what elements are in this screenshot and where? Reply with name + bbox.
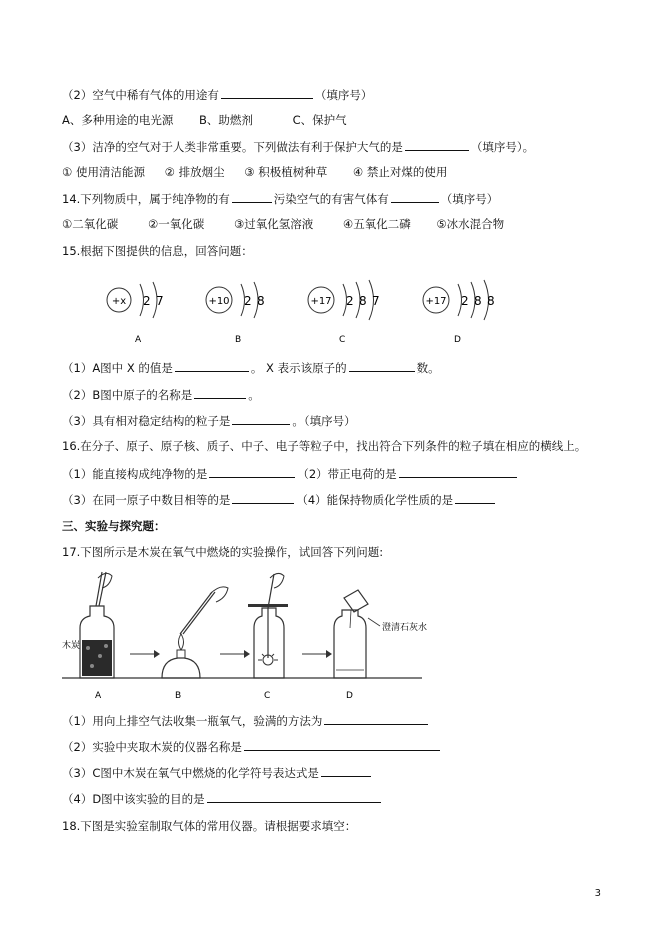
- leader-line: [368, 618, 380, 626]
- answer-blank[interactable]: [175, 359, 249, 372]
- step-label: D: [346, 691, 353, 701]
- answer-blank[interactable]: [324, 712, 428, 725]
- shell-electrons: 8: [474, 294, 482, 308]
- q14-stem: 14.下列物质中，属于纯净物的有 污染空气的有害气体有 （填序号）: [62, 192, 499, 206]
- q16-row2: （3）在同一原子中数目相等的是 （4）能保持物质化学性质的是: [62, 491, 497, 508]
- answer-blank[interactable]: [405, 138, 469, 151]
- atom-diagram-a: [105, 276, 215, 346]
- nucleus-charge: +17: [425, 296, 447, 307]
- nucleus-charge: +10: [208, 296, 230, 307]
- shell-electrons: 2: [461, 294, 469, 308]
- answer-blank[interactable]: [232, 491, 294, 504]
- answer-blank[interactable]: [194, 386, 246, 399]
- shell-electrons: 2: [346, 294, 354, 308]
- q15-part3: （3）具有相对稳定结构的粒子是 。（填序号）: [62, 414, 356, 428]
- answer-blank[interactable]: [455, 491, 495, 504]
- q13-part3-options: ① 使用清洁能源 ② 排放烟尘 ③ 积极植树种草 ④ 禁止对煤的使用: [62, 165, 448, 179]
- q17-part2: （2）实验中夹取木炭的仪器名称是: [62, 738, 442, 755]
- limewater-label: 澄清石灰水: [382, 623, 428, 633]
- q13-part3: （3）洁净的空气对于人类非常重要。下列做法有利于保护大气的是 （填序号）。: [62, 140, 535, 154]
- step-a-bottle-charcoal: [80, 572, 114, 678]
- atom-diagram-d: [420, 276, 530, 346]
- q17-stem: 17.下图所示是木炭在氧气中燃烧的实验操作，试回答下列问题:: [62, 545, 384, 559]
- answer-blank[interactable]: [349, 359, 415, 372]
- answer-blank[interactable]: [399, 465, 517, 478]
- answer-blank[interactable]: [244, 738, 440, 751]
- diagram-label: A: [135, 335, 142, 345]
- q15-stem: 15.根据下图提供的信息，回答问题：: [62, 244, 253, 258]
- q15-part2: （2）B图中原子的名称是 。: [62, 388, 260, 402]
- nucleus-charge: +x: [111, 296, 127, 307]
- page-number: 3: [594, 888, 601, 899]
- q18-stem: 18.下图是实验室制取气体的常用仪器。请根据要求填空：: [62, 819, 357, 833]
- section-heading: 三、实验与探究题：: [62, 519, 166, 533]
- answer-blank[interactable]: [321, 764, 371, 777]
- q16-row1: （1）能直接构成纯净物的是 （2）带正电荷的是: [62, 465, 519, 482]
- shell-electrons: 8: [257, 294, 265, 308]
- diagram-label: D: [454, 335, 461, 345]
- diagram-label: C: [339, 335, 346, 345]
- charcoal-label: 木炭: [62, 641, 81, 651]
- step-label: A: [95, 691, 102, 701]
- q13-part2-options: A、多种用途的电光源 B、助燃剂 C、保护气: [62, 113, 347, 127]
- q16-stem: 16.在分子、原子、原子核、质子、中子、电子等粒子中，找出符合下列条件的粒子填在相应的横线上。: [62, 439, 587, 453]
- shell-electrons: 8: [487, 294, 495, 308]
- q14-options: ①二氧化碳 ②一氧化碳 ③过氧化氢溶液 ④五氧化二磷 ⑤冰水混合物: [62, 217, 505, 231]
- nucleus-charge: +17: [310, 296, 332, 307]
- shell-electrons: 2: [244, 294, 252, 308]
- atom-diagram-c: [305, 276, 415, 346]
- step-b-alcohol-lamp: [162, 587, 228, 678]
- atom-structure-diagrams: [95, 276, 575, 346]
- shell-electrons: 7: [156, 294, 164, 308]
- step-label: B: [175, 691, 182, 701]
- q13-part2: （2）空气中稀有气体的用途有 （填序号）: [62, 88, 373, 102]
- answer-blank[interactable]: [207, 790, 381, 803]
- atom-diagram-b: [203, 276, 313, 346]
- answer-blank[interactable]: [232, 412, 290, 425]
- step-d-limewater-bottle: [334, 590, 368, 678]
- charcoal-combustion-figure: [62, 570, 562, 710]
- q15-part1: （1）A图中 X 的值是 。 X 表示该原子的 数。: [62, 361, 440, 375]
- step-c-burning-bottle: [248, 573, 288, 678]
- answer-blank[interactable]: [232, 190, 272, 203]
- q17-part3: （3）C图中木炭在氧气中燃烧的化学符号表达式是: [62, 764, 373, 781]
- shell-electrons: 7: [372, 294, 380, 308]
- answer-blank[interactable]: [391, 190, 439, 203]
- q17-part1: （1）用向上排空气法收集一瓶氧气，验满的方法为: [62, 712, 430, 729]
- diagram-label: B: [235, 335, 242, 345]
- q17-part4: （4）D图中该实验的目的是: [62, 790, 383, 807]
- step-label: C: [264, 691, 271, 701]
- answer-blank[interactable]: [209, 465, 295, 478]
- shell-electrons: 2: [143, 294, 151, 308]
- shell-electrons: 8: [359, 294, 367, 308]
- answer-blank[interactable]: [221, 86, 313, 99]
